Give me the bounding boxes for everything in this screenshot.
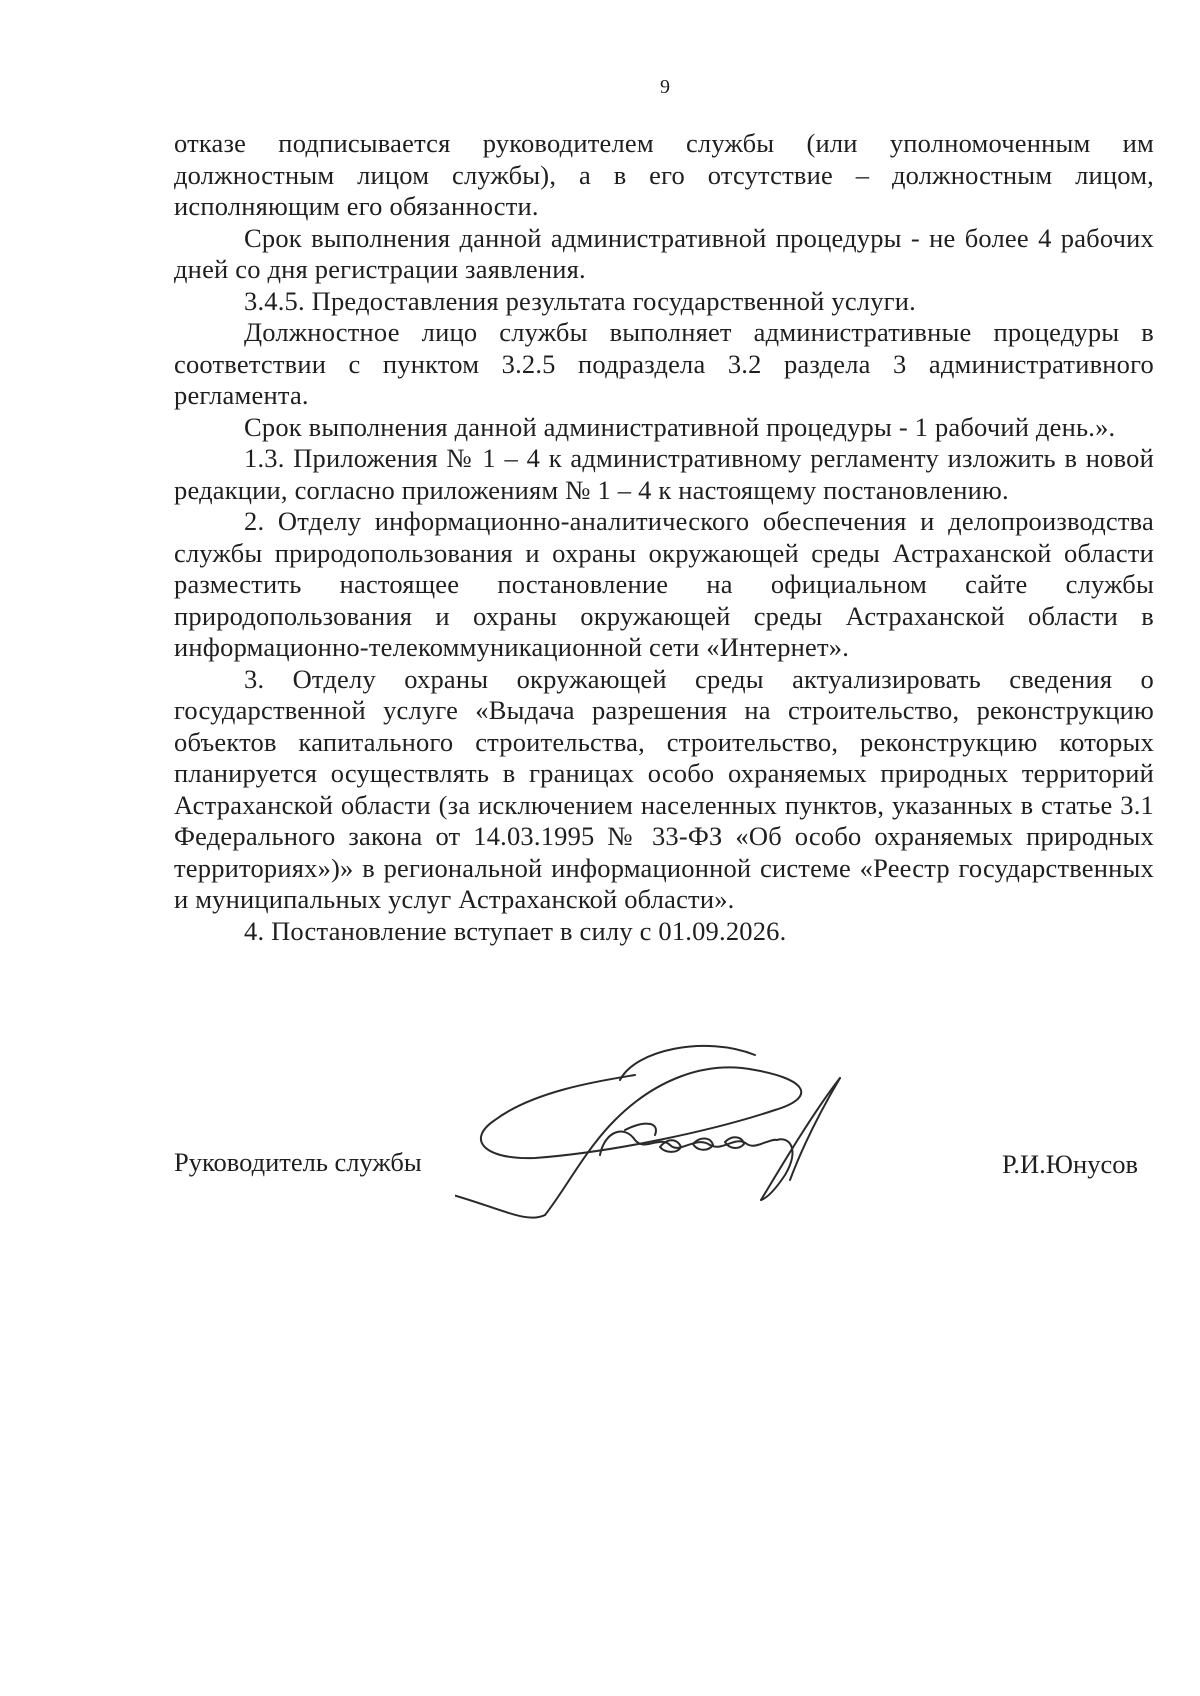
paragraph: отказе подписывается руководителем службы (или уполномоченным им должностным лицом службы), а в его отсутствие – должностным лицом, исполняющим его обязанности. (174, 128, 1154, 221)
paragraph: 1.3. Приложения № 1 – 4 к административному регламенту изложить в новой редакции, согласно приложениям № 1 – 4 к настоящему постановлению. (174, 443, 1154, 505)
paragraph: 4. Постановление вступает в силу с 01.09.2026. (244, 915, 787, 946)
signer-position: Руководитель службы (174, 1147, 422, 1177)
paragraph: Срок выполнения данной административной процедуры - 1 рабочий день.». (244, 411, 1116, 442)
paragraph: 2. Отделу информационно-аналитического обеспечения и делопроизводства службы природопользования и охраны окружающей среды Астраханской области разместить настоящее постановление на официальном сайте службы природопользования и охраны окружающей среды Астраханской области в информационно-телекоммуникационной сети «Интернет». (174, 506, 1154, 662)
paragraph: 3. Отделу охраны окружающей среды актуализировать сведения о государственной услуге «Выдача разрешения на строительство, реконструкцию объектов капитального строительства, строительство, реконструкцию которых планируется осуществлять в границах особо охраняемых природных территорий Астраханской области (за исключением населенных пунктов, указанных в статье 3.1 Федерального закона от 14.03.1995 № 33-ФЗ «Об особо охраняемых природных территориях»)» в региональной информационной системе «Реестр государственных и муниципальных услуг Астраханской области». (174, 663, 1154, 914)
page-number: 9 (660, 76, 670, 98)
signer-name: Р.И.Юнусов (1001, 1149, 1138, 1179)
handwritten-signature (455, 1040, 935, 1240)
paragraph: Должностное лицо службы выполняет административные процедуры в соответствии с пунктом 3.2.5 подраздела 3.2 раздела 3 административного регламента. (174, 317, 1154, 410)
paragraph: 3.4.5. Предоставления результата государственной услуги. (244, 285, 916, 316)
paragraph: Срок выполнения данной административной процедуры - не более 4 рабочих дней со дня регистрации заявления. (174, 222, 1154, 284)
document-body (174, 128, 1154, 947)
